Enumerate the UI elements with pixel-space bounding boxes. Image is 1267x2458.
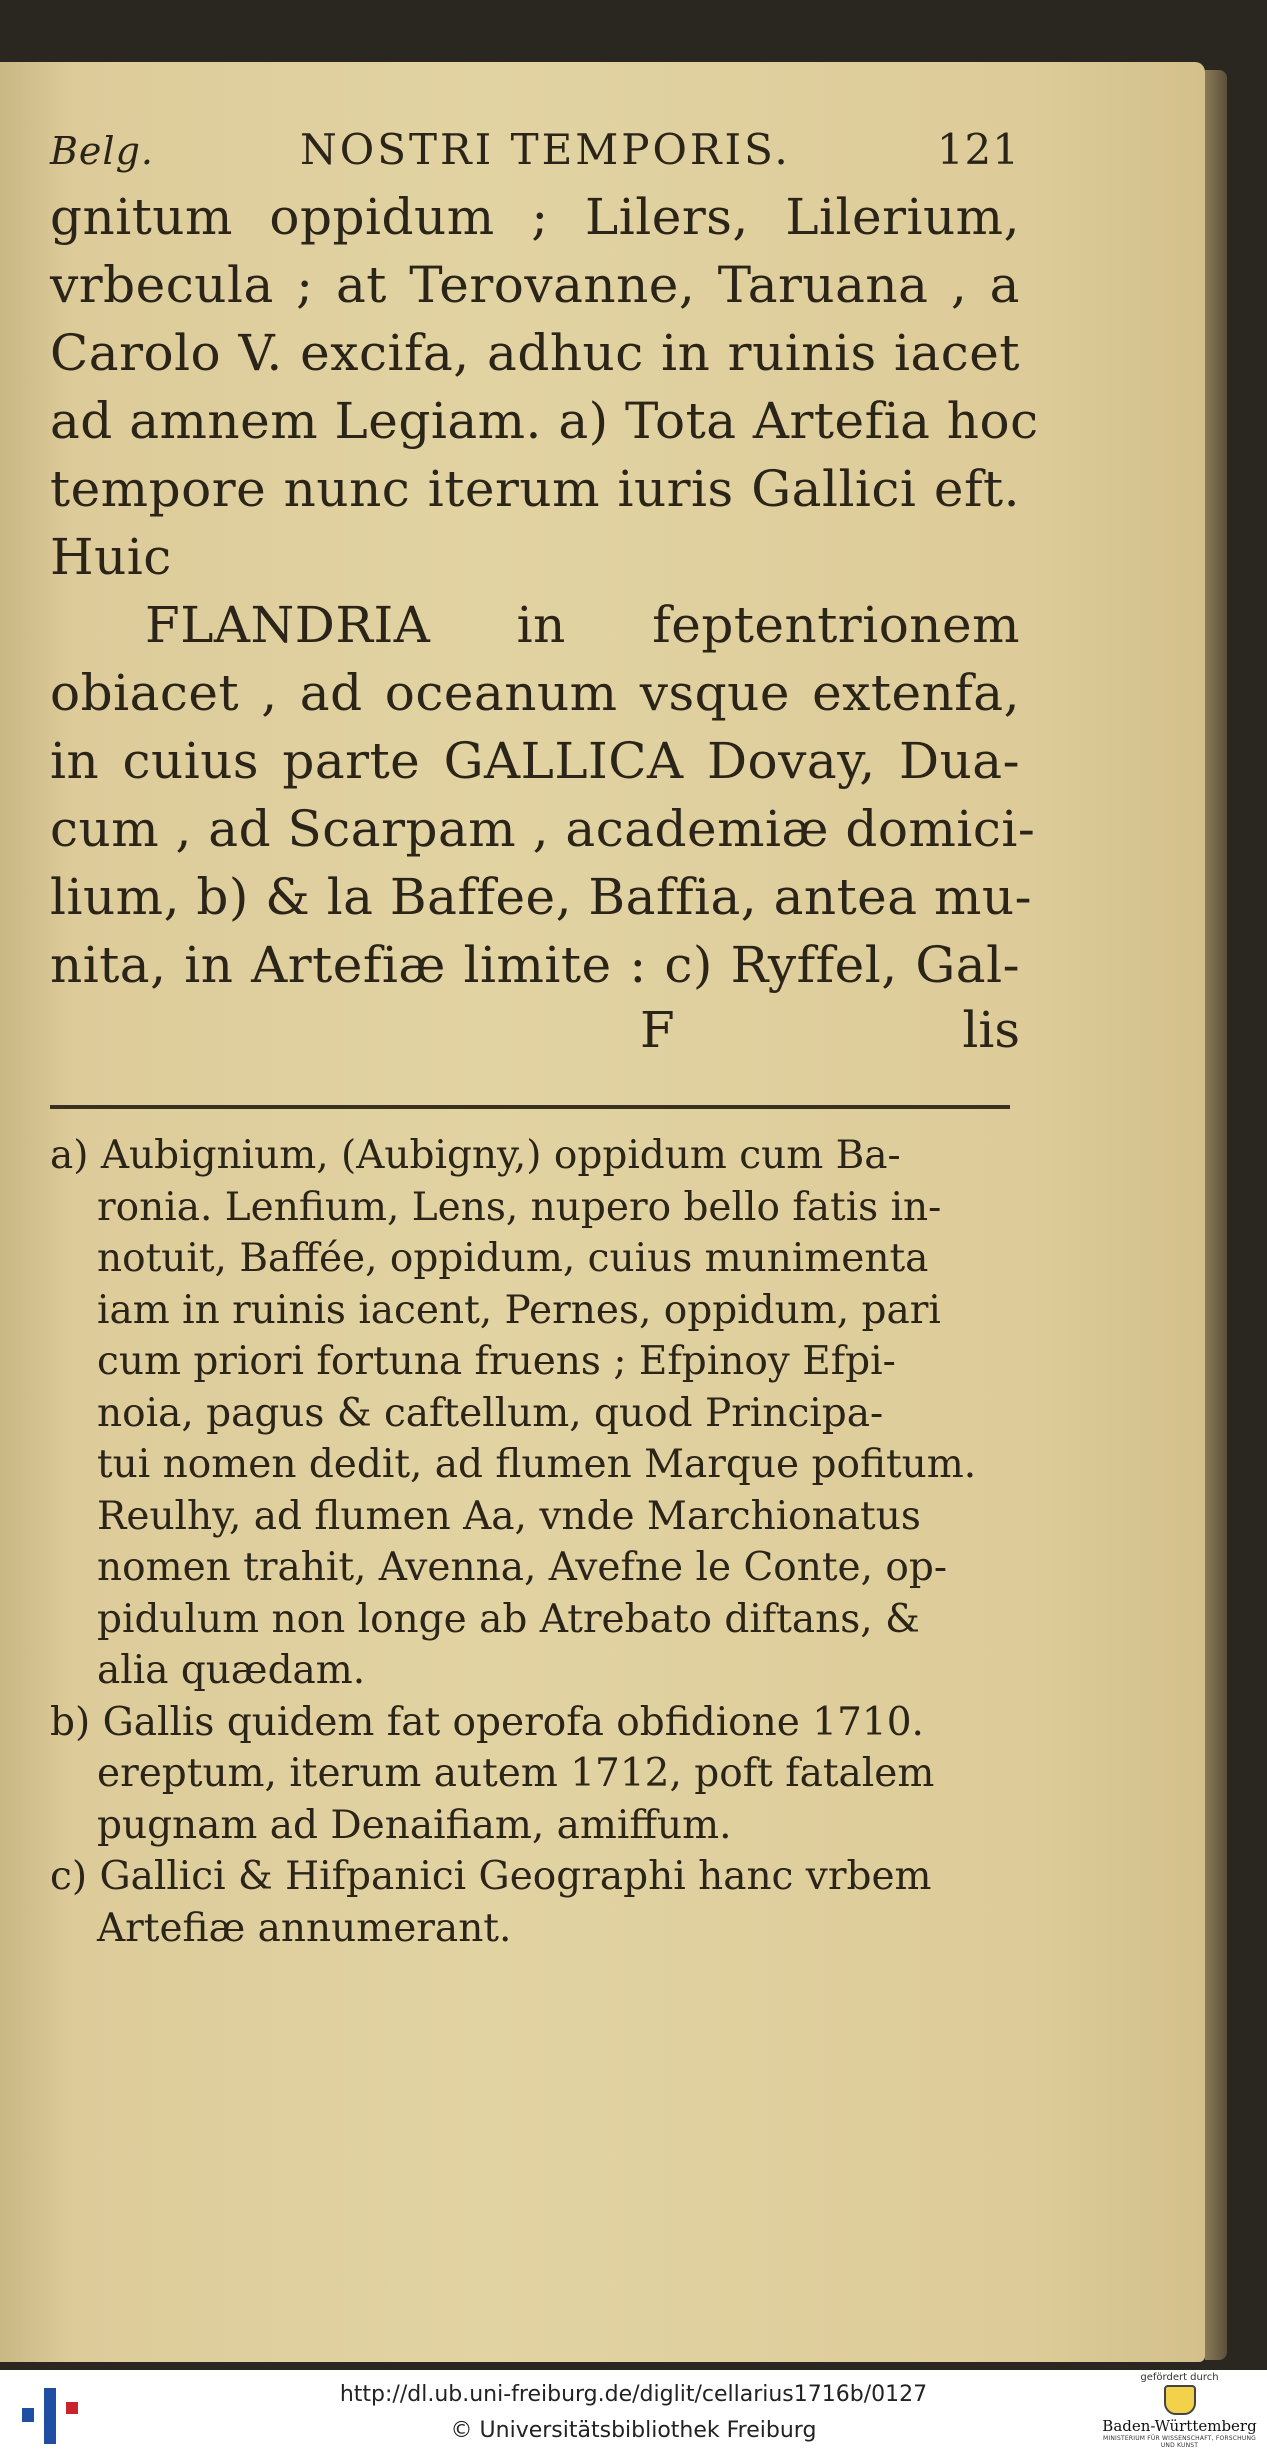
body-line: nita, in Artefiæ limite : c) Ryffel, Gal-	[50, 936, 1020, 994]
running-head	[50, 125, 1020, 183]
main-text	[50, 125, 1039, 1061]
footnote-line: iam in ruinis iacent, Pernes, oppidum, pari	[97, 1287, 941, 1333]
footnote-line: Reulhy, ad flumen Aa, vnde Marchionatus	[97, 1493, 921, 1539]
permalink[interactable]: http://dl.ub.uni-freiburg.de/diglit/cellarius1716b/0127	[339, 2382, 928, 2407]
footnote-line: ronia. Lenfium, Lens, nupero bello fatis in-	[97, 1184, 942, 1230]
footnotes	[50, 1130, 1020, 1954]
signature-mark: F	[640, 1001, 675, 1059]
body-line: lium, b) & la Baffee, Baffia, antea mu-	[50, 868, 1032, 926]
body-line: vrbecula ; at Terovanne, Taruana , a	[50, 256, 1020, 314]
sponsor-label: gefördert durch	[1140, 2372, 1219, 2383]
body-line: ad amnem Legiam. a) Tota Artefia hoc	[50, 392, 1039, 450]
body-line: tempore nunc iterum iuris Gallici eft.	[50, 460, 1020, 518]
body-line: Carolo V. excifa, adhuc in ruinis iacet	[50, 324, 1020, 382]
signature-line	[50, 999, 1020, 1061]
footnote-line: alia quædam.	[97, 1648, 366, 1693]
footnote-line: b) Gallis quidem fat operofa obfidione 1710.	[50, 1699, 924, 1745]
body-line: in cuius parte GALLICA Dovay, Dua-	[50, 732, 1020, 790]
footnote-line: notuit, Baffée, oppidum, cuius munimenta	[97, 1236, 929, 1281]
body-line: obiacet , ad oceanum vsque extenfa,	[50, 664, 1020, 722]
footnote-line: noia, pagus & caftellum, quod Principa-	[97, 1390, 884, 1436]
footnote-line: a) Aubignium, (Aubigny,) oppidum cum Ba-	[50, 1133, 901, 1178]
catchword: lis	[962, 1001, 1020, 1059]
running-head-left: Belg.	[50, 129, 154, 173]
running-head-title: NOSTRI TEMPORIS.	[300, 125, 791, 174]
body-line: cum , ad Scarpam , academiæ domici-	[50, 800, 1036, 858]
footnote-line: c) Gallici & Hifpanici Geographi hanc vrbem	[50, 1854, 932, 1899]
footnote-line: pugnam ad Denaifiam, amiffum.	[97, 1802, 732, 1848]
footnote-line: tui nomen dedit, ad flumen Marque pofitum.	[97, 1442, 977, 1487]
viewer-footer	[0, 2370, 1267, 2458]
footnote-line: nomen trahit, Avenna, Avefne le Conte, op-	[97, 1545, 948, 1590]
page-edge	[1205, 70, 1227, 2360]
sponsor-name: Baden-Württemberg	[1102, 2417, 1257, 2435]
footnote-rule	[50, 1105, 1010, 1109]
sponsor-ministry: MINISTERIUM FÜR WISSENSCHAFT, FORSCHUNG UND KUNST	[1102, 2435, 1257, 2449]
sponsor-block	[1102, 2372, 1257, 2449]
page-number: 121	[936, 125, 1020, 174]
footnote-line: ereptum, iterum autem 1712, poft fatalem	[97, 1751, 935, 1796]
footnote-line: pidulum non longe ab Atrebato diftans, &	[97, 1596, 920, 1642]
footnote-line: cum priori fortuna fruens ; Efpinoy Efpi-	[97, 1339, 896, 1384]
body-line: Huic	[50, 528, 172, 586]
body-line: gnitum oppidum ; Lilers, Lilerium,	[50, 188, 1020, 246]
section-heading-line: FLANDRIA in feptentrionem	[145, 596, 1020, 654]
coat-of-arms-icon	[1164, 2385, 1196, 2415]
footnote-line: Artefiæ annumerant.	[97, 1905, 512, 1951]
copyright-notice: © Universitätsbibliothek Freiburg	[450, 2418, 817, 2443]
